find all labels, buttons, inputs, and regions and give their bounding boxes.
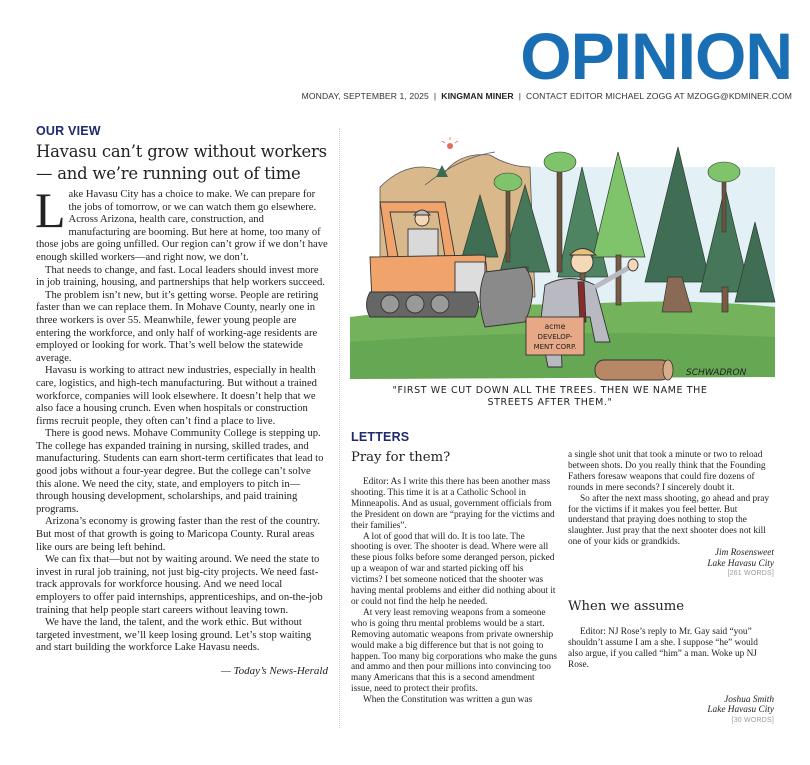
letter-column-1 xyxy=(351,477,557,706)
editorial-paragraph: We can fix that—but not by waiting around. We need the state to invest in rural job training, not just big-city projects. We need fast-track approvals for workforce housing. And we need local employers to offer paid internships, apprenticeships, and on-the-job training that help people start careers without leaving town. xyxy=(36,554,323,616)
word-count: [30 WORDS] xyxy=(731,716,774,724)
sun-icon xyxy=(447,143,453,149)
separator: | xyxy=(518,91,522,101)
letter-paragraph: Editor: NJ Rose’s reply to Mr. Gay said “you” shouldn’t assume I am a she. I suppose “he” would also argue, if you called “him” a man. Woke up NJ Rose. xyxy=(568,627,758,670)
section-title: OPINION xyxy=(520,19,792,93)
cartoon-caption-line2: STREETS AFTER THEM." xyxy=(487,397,613,408)
dateline xyxy=(302,91,792,101)
letter-paragraph: Editor: As I write this there has been another mass shooting. This time it is at a Catholic School in Minneapolis. And as usual, government officials from the President on down are “praying for the victims and their families”. xyxy=(351,477,555,531)
drop-cap: L xyxy=(35,182,66,238)
column-divider xyxy=(339,128,340,728)
letter-author: Joshua Smith xyxy=(724,694,774,705)
editorial-body xyxy=(35,182,328,655)
issue-date: MONDAY, SEPTEMBER 1, 2025 xyxy=(301,91,429,101)
editorial-signoff: — Today’s News-Herald xyxy=(221,664,328,677)
cartoonist-signature: SCHWADRON xyxy=(686,368,747,378)
letter-column-2 xyxy=(568,450,774,578)
letter-title: Pray for them? xyxy=(351,450,451,465)
svg-text:DEVELOP-: DEVELOP- xyxy=(537,333,573,341)
editorial-paragraph: Havasu is working to attract new industries, especially in health care, logistics, and high-tech manufacturing. But without a trained workforce, companies will look elsewhere. It doesn’t help that we also face a housing crunch. Even when hospitals or construction firms recruit people, they often can’t find a place to live. xyxy=(36,365,317,427)
letter-city: Lake Havasu City xyxy=(707,558,774,569)
paper-name: KINGMAN MINER xyxy=(441,91,514,101)
editorial-paragraph: Lake Havasu City has a choice to make. We can prepare for the jobs of tomorrow, or we can watch them go elsewhere. Across Arizona, health care, construction, and manufacturing are booming. But here at home, too many of those jobs are going unfilled. Our region can’t grow if we don’t have enough skilled workers—and right now, we don’t. xyxy=(35,182,328,263)
editorial-paragraph: There is good news. Mohave Community College is stepping up. The college has expanded training in nursing, skilled trades, and manufacturing. Students can earn short-term certificates that lead to good jobs without a four-year degree. But the college can’t solve this alone. We need the city, state, and employers to pitch in—through housing development, scholarships, and paid training programs. xyxy=(36,428,324,515)
letter-title: When we assume xyxy=(568,599,685,614)
letter-paragraph: When the Constitution was written a gun was xyxy=(363,695,533,706)
our-view-kicker: OUR VIEW xyxy=(36,124,101,138)
cartoon-caption-line1: "FIRST WE CUT DOWN ALL THE TREES. THEN WE NAME THE xyxy=(392,385,708,396)
word-count: [261 WORDS] xyxy=(727,570,774,578)
editorial-paragraph: The problem isn’t new, but it’s getting worse. People are retiring faster than we can replace them. In Mohave County, nearly one in three workers is over 55. Meanwhile, fewer young people are entering the workforce, and only half of working-age residents are employed or looking for work. That’s well below the statewide average. xyxy=(36,289,319,364)
letter-paragraph: At very least removing weapons from a someone who is going thru mental problems would be a start. Removing automatic weapons from private ownership would make a big difference but that is not going to happen. Too many big corporations who make the guns and ammo and then pour millions into convincing too many Americans that this is a second amendment issue, need to protect their profits. xyxy=(351,607,557,695)
editorial-cartoon xyxy=(350,127,790,417)
letter-paragraph: A lot of good that will do. It is too late. The shooting is over. The shooter is dead. Where were all these pious folks before some deranged person, picked up a weapon of war and started picking off his victims? I bet someone noticed that the shooter was having mental problems and either did nothing about it or could not find the help he needed. xyxy=(351,531,556,607)
log xyxy=(595,360,670,380)
letter-paragraph: So after the next mass shooting, go ahead and pray for the victims if it makes you feel better. But understand that praying does nothing to stop the slaughter. Just pray that the next shooter does not kill one of your kids or grandkids. xyxy=(568,493,769,548)
our-view-column xyxy=(36,124,328,677)
svg-text:acme: acme xyxy=(544,322,566,331)
editorial-paragraph: We have the land, the talent, and the work ethic. But without targeted investment, we’ll keep losing ground. Let’s stop waiting and start building the workforce Lake Havasu needs. xyxy=(36,617,312,654)
editorial-paragraph: That needs to change, and fast. Local leaders should invest more in job training, housing, and partnerships that help workers succeed. xyxy=(36,264,325,289)
letter-body xyxy=(568,627,774,725)
letters-kicker: LETTERS xyxy=(351,430,410,444)
letter-paragraph: a single shot unit that took a minute or two to reload between shots. Do you really think that the Founding Fathers foresaw weapons that could fire dozens of rounds in mere seconds? I sincerely doubt it. xyxy=(568,450,766,493)
svg-text:MENT CORP.: MENT CORP. xyxy=(533,343,577,351)
acme-sign xyxy=(526,317,584,355)
letter-author: Jim Rosensweet xyxy=(714,548,774,559)
editor-contact: CONTACT EDITOR MICHAEL ZOGG AT MZOGG@KDMINER.COM xyxy=(526,91,792,101)
letter-city: Lake Havasu City xyxy=(707,705,774,716)
editorial-paragraph: Arizona’s economy is growing faster than the rest of the country. But most of that growth is going to Maricopa County. Rural areas like ours are being left behind. xyxy=(36,516,320,553)
editorial-headline: Havasu can’t grow without workers — and we’re running out of time xyxy=(36,142,327,183)
separator: | xyxy=(433,91,437,101)
